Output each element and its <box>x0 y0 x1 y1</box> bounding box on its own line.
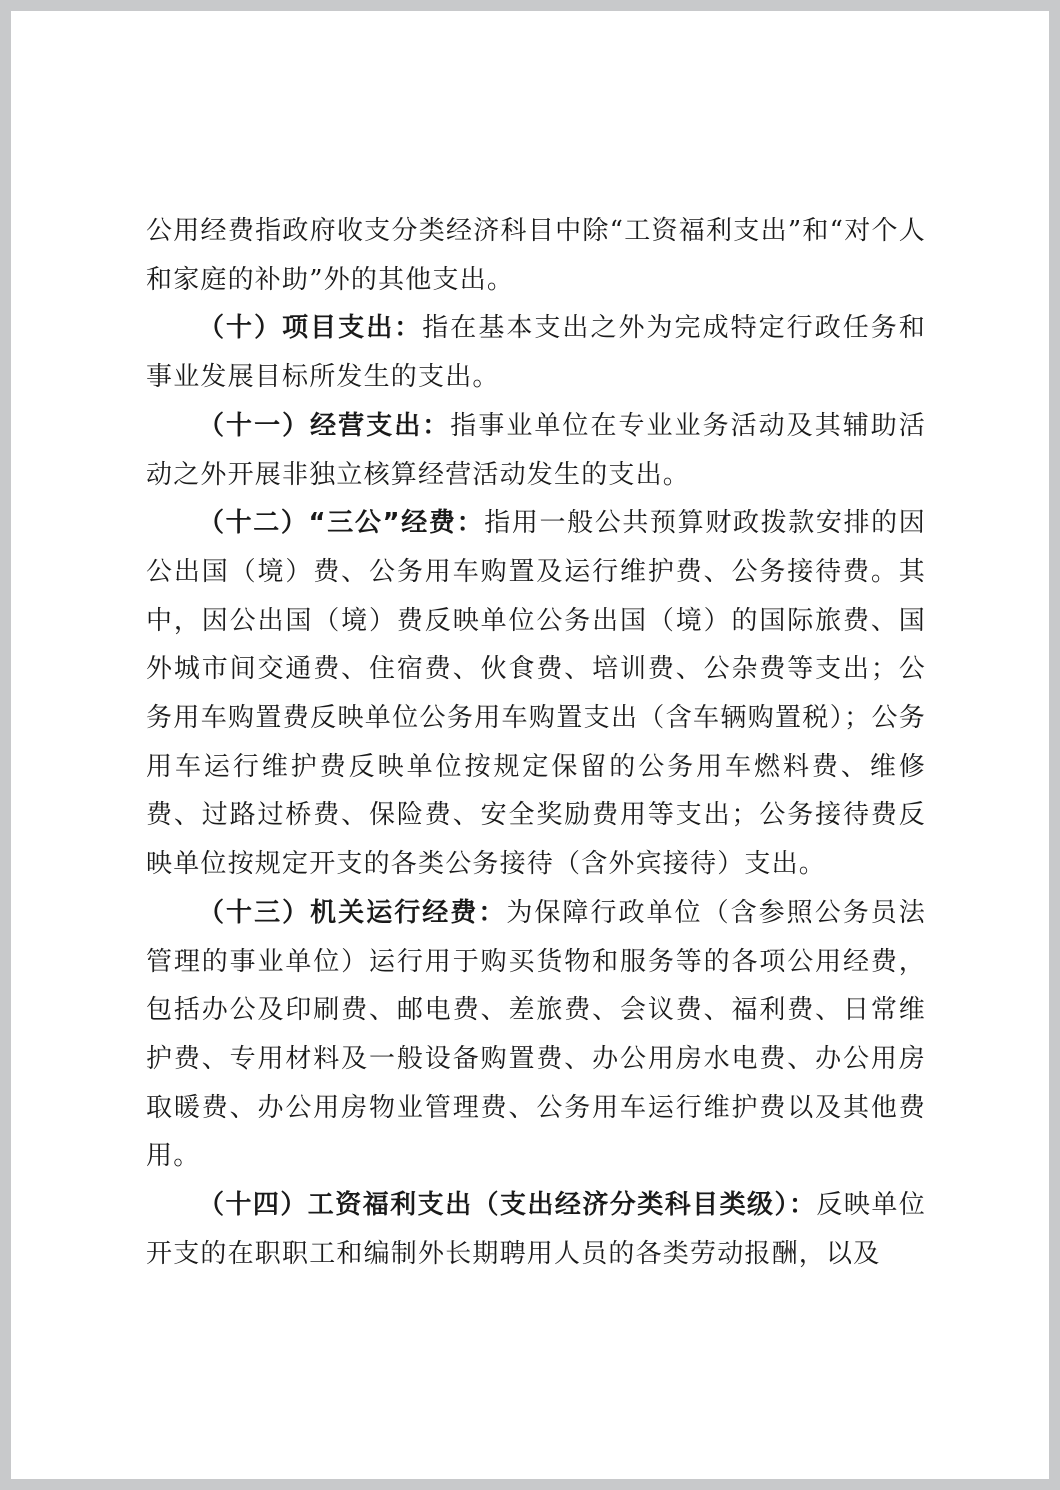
paragraph-agency-operating-funds <box>146 889 926 1181</box>
section-heading: （十二）“三公”经费： <box>198 508 485 539</box>
paragraph-wage-welfare-expenditure <box>146 1181 926 1278</box>
paragraph-operating-expenditure <box>146 402 926 499</box>
paragraph-project-expenditure <box>146 304 926 401</box>
paragraph-text: 反映单位开支的在职职工和编制外长期聘用人员的各类劳动报酬，以及 <box>146 1190 926 1269</box>
section-heading: （十一）经营支出： <box>198 410 451 441</box>
paragraph-three-public-funds <box>146 499 926 889</box>
document-body <box>146 207 926 1278</box>
paragraph-text: 指用一般公共预算财政拨款安排的因公出国（境）费、公务用车购置及运行维护费、公务接待费。其中，因公出国（境）费反映单位公务出国（境）的国际旅费、国外城市间交通费、住宿费、伙食费、培训费、公杂费等支出；公务用车购置费反映单位公务用车购置支出（含车辆购置税）；公务用车运行维护费反映单位按规定保留的公务用车燃料费、维修费、过路过桥费、保险费、安全奖励费用等支出；公务接待费反映单位按规定开支的各类公务接待（含外宾接待）支出。 <box>146 508 926 880</box>
paragraph-text: 指事业单位在专业业务活动及其辅助活动之外开展非独立核算经营活动发生的支出。 <box>146 410 926 490</box>
document-page <box>11 11 1049 1479</box>
paragraph-public-funds-continuation <box>146 207 926 304</box>
paragraph-text: 指在基本支出之外为完成特定行政任务和事业发展目标所发生的支出。 <box>146 313 926 393</box>
paragraph-text: 公用经费指政府收支分类经济科目中除“工资福利支出”和“对个人和家庭的补助”外的其他支出。 <box>146 216 926 295</box>
section-heading: （十四）工资福利支出（支出经济分类科目类级）： <box>198 1190 817 1221</box>
paragraph-text: 为保障行政单位（含参照公务员法管理的事业单位）运行用于购买货物和服务等的各项公用经费，包括办公及印刷费、邮电费、差旅费、会议费、福利费、日常维护费、专用材料及一般设备购置费、办公用房水电费、办公用房取暖费、办公用房物业管理费、公务用车运行维护费以及其他费用。 <box>146 897 926 1172</box>
section-heading: （十）项目支出： <box>198 313 423 344</box>
section-heading: （十三）机关运行经费： <box>198 897 507 928</box>
